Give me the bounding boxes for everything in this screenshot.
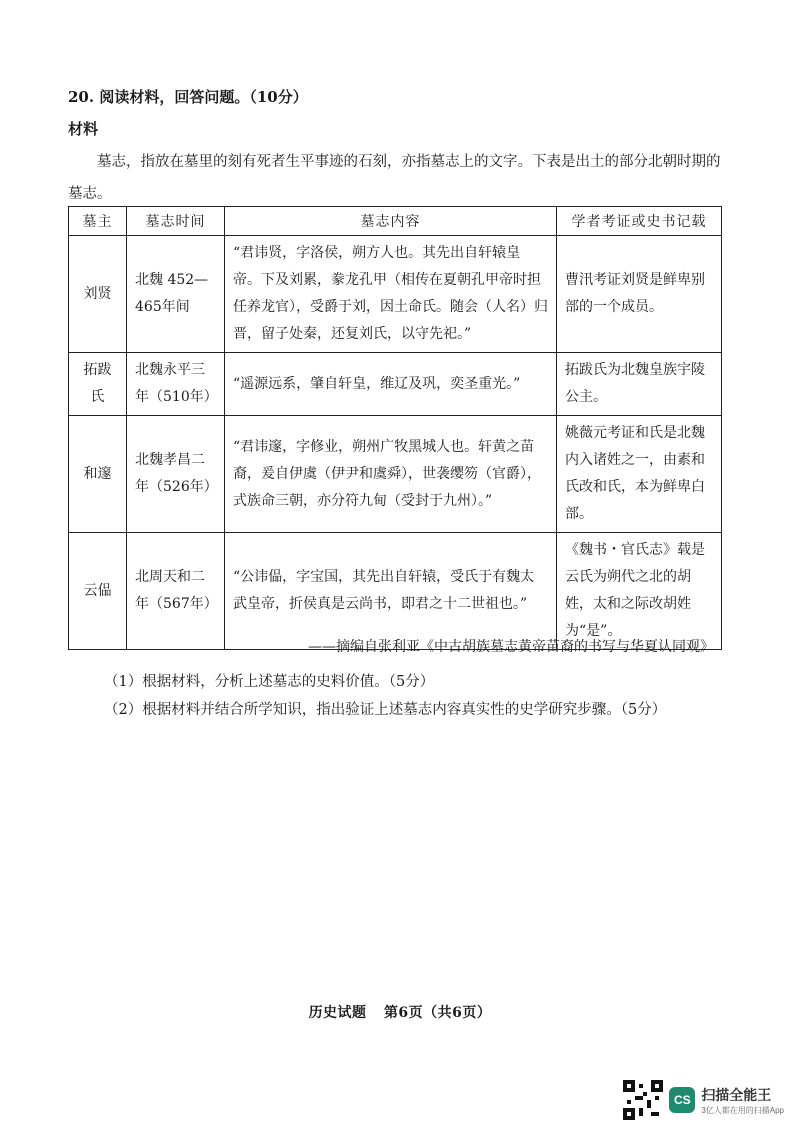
header-note: 学者考证或史书记载 [557, 207, 722, 236]
material-label: 材料 [68, 120, 99, 138]
sub-question-1: （1）根据材料，分析上述墓志的史料价值。（5分） [104, 674, 435, 690]
source-citation: ——摘编自张利亚《中古胡族墓志黄帝苗裔的书写与华夏认同观》 [308, 639, 714, 655]
epitaph-table [68, 206, 722, 650]
cell-content: “君讳邃，字修业，朔州广牧黑城人也。轩黄之苗裔，爰自伊虞（伊尹和虞舜），世袭缨笏（官爵），式族命三朝，亦分符九甸（受封于九州）。” [225, 416, 557, 533]
material-intro: 墓志，指放在墓里的刻有死者生平事迹的石刻，亦指墓志上的文字。下表是出土的部分北朝时期的墓志。 [68, 154, 721, 202]
footer-subject: 历史试题 [308, 1005, 367, 1021]
cell-time: 北魏永平三年（510年） [127, 353, 225, 416]
header-time: 墓志时间 [127, 207, 225, 236]
cell-content: “君讳贤，字洛侯，朔方人也。其先出自轩辕皇帝。下及刘累，豢龙孔甲（相传在夏朝孔甲帝时担任养龙官），受爵于刘，因土命氏。随会（人名）归晋，留子处秦，还复刘氏，以守先祀。” [225, 236, 557, 353]
cell-note: 《魏书・官氏志》载是云氏为朔代之北的胡姓，太和之际改胡姓为“是”。 [557, 533, 722, 650]
sub-question-2: （2）根据材料并结合所学知识，指出验证上述墓志内容真实性的史学研究步骤。（5分） [104, 702, 667, 718]
cell-time: 北周天和二年（567年） [127, 533, 225, 650]
cell-note: 姚薇元考证和氏是北魏内入诸姓之一，由素和氏改和氏，本为鲜卑白部。 [557, 416, 722, 533]
cell-owner: 云偘 [69, 533, 127, 650]
page-footer [0, 1002, 800, 1022]
cell-owner: 拓跋氏 [69, 353, 127, 416]
table-row [69, 353, 722, 416]
cell-owner: 和邃 [69, 416, 127, 533]
cell-note: 拓跋氏为北魏皇族宇陵公主。 [557, 353, 722, 416]
watermark-app-name: 扫描全能王 [701, 1086, 772, 1103]
cell-time: 北魏孝昌二年（526年） [127, 416, 225, 533]
table-row [69, 533, 722, 650]
qr-code-icon [623, 1080, 663, 1120]
scanner-watermark [623, 1080, 784, 1120]
header-owner: 墓主 [69, 207, 127, 236]
table-header-row [69, 207, 722, 236]
cell-content: “公讳偘，字宝国，其先出自轩辕，受氏于有魏太武皇帝，折侯真是云尚书，即君之十二世祖也。” [225, 533, 557, 650]
cell-time: 北魏 452—465年间 [127, 236, 225, 353]
cell-owner: 刘贤 [69, 236, 127, 353]
header-content: 墓志内容 [225, 207, 557, 236]
question-title: 20. 阅读材料，回答问题。（10分） [68, 88, 308, 106]
table-row [69, 236, 722, 353]
table-row [69, 416, 722, 533]
cell-content: “遥源远系，肇自轩皇，维辽及巩，奕圣重光。” [225, 353, 557, 416]
cell-note: 曹汛考证刘贤是鲜卑别部的一个成员。 [557, 236, 722, 353]
watermark-slogan: 3亿人都在用的扫描App [701, 1105, 784, 1115]
footer-page-number: 第6页（共6页） [383, 1005, 492, 1021]
cs-logo-icon: CS [669, 1087, 695, 1113]
